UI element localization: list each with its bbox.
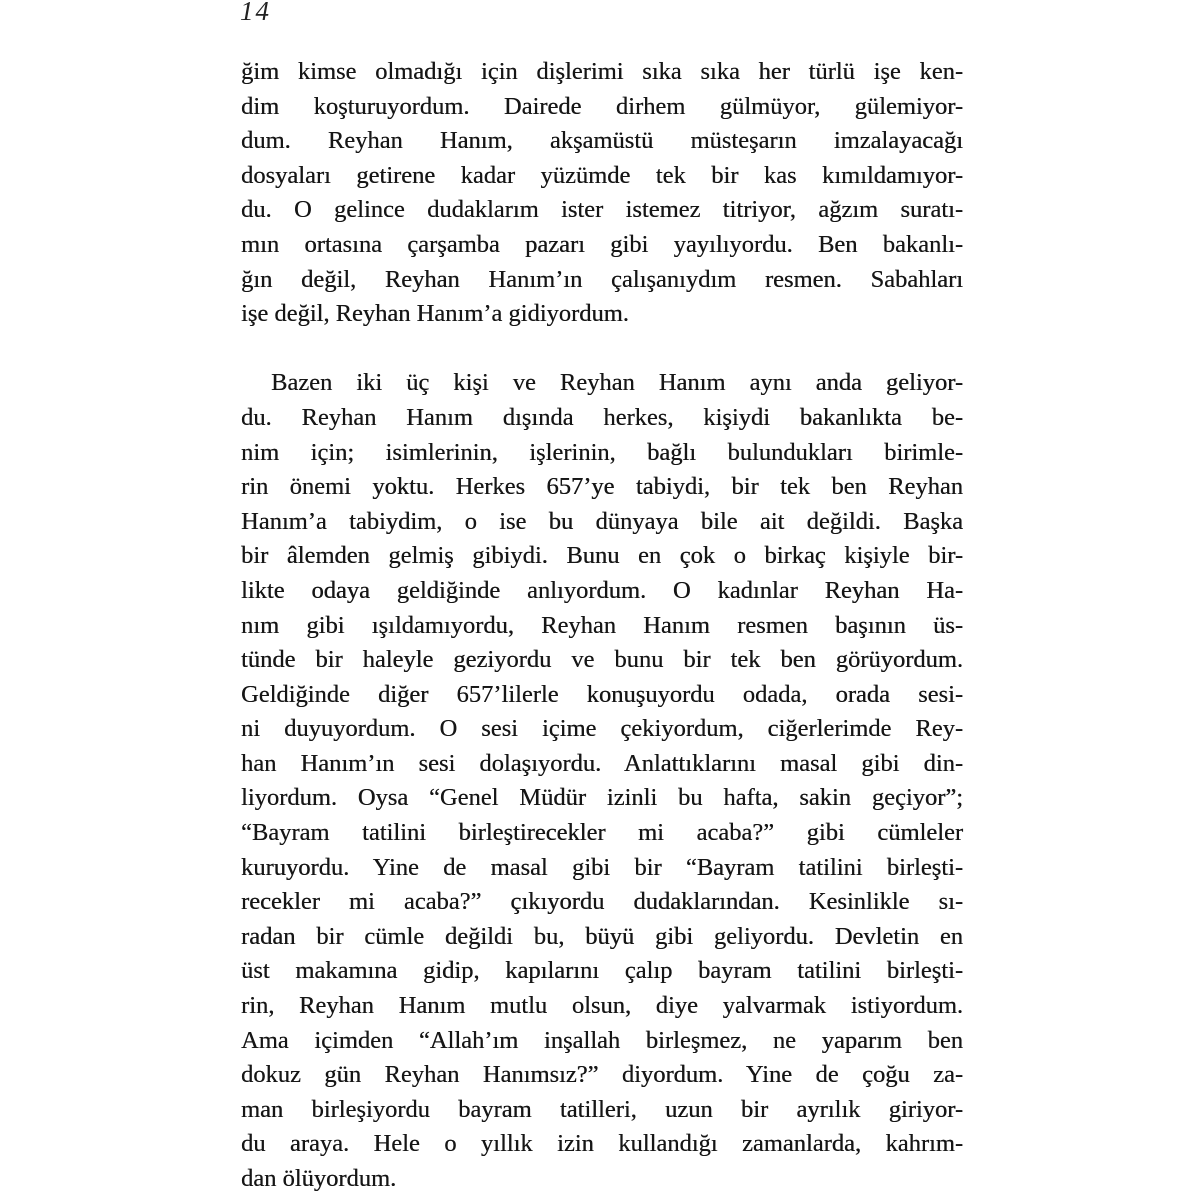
text-line: mın ortasına çarşamba pazarı gibi yayılıyordu. Ben bakanlı- (241, 230, 963, 258)
text-line: dan ölüyordum. (241, 1165, 397, 1192)
text-line: du araya. Hele o yıllık izin kullandığı zamanlarda, kahrım- (241, 1130, 963, 1158)
text-line: Ama içimden “Allah’ım inşallah birleşmez, ne yaparım ben (241, 1026, 963, 1054)
paragraph (241, 55, 963, 332)
page-number: 14 (240, 0, 271, 26)
text-line: rin, Reyhan Hanım mutlu olsun, diye yalvarmak istiyordum. (241, 992, 963, 1020)
text-line: Bazen iki üç kişi ve Reyhan Hanım aynı anda geliyor- (271, 369, 963, 397)
text-line: han Hanım’ın sesi dolaşıyordu. Anlattıklarını masal gibi din- (241, 749, 963, 777)
text-line: man birleşiyordu bayram tatilleri, uzun bir ayrılık giriyor- (241, 1095, 963, 1123)
text-line: likte odaya geldiğinde anlıyordum. O kadınlar Reyhan Ha- (241, 576, 963, 604)
text-line: kuruyordu. Yine de masal gibi bir “Bayram tatilini birleşti- (241, 853, 963, 881)
text-line: ğim kimse olmadığı için dişlerimi sıka sıka her türlü işe ken- (241, 58, 963, 85)
text-line: Hanım’a tabiydim, o ise bu dünyaya bile ait değildi. Başka (241, 507, 963, 535)
text-line: dokuz gün Reyhan Hanımsız?” diyordum. Yine de çoğu za- (241, 1061, 963, 1089)
text-line: ni duyuyordum. O sesi içime çekiyordum, ciğerlerimde Rey- (241, 715, 963, 743)
text-line: Geldiğinde diğer 657’lilerle konuşuyordu odada, orada sesi- (241, 680, 963, 708)
text-line: “Bayram tatilini birleştirecekler mi acaba?” gibi cümleler (241, 819, 963, 847)
text-line: nim için; isimlerinin, işlerinin, bağlı bulundukları birimle- (241, 438, 963, 466)
text-line: radan bir cümle değildi bu, büyü gibi geliyordu. Devletin en (241, 922, 963, 950)
text-line: dim koşturuyordum. Dairede dirhem gülmüyor, gülemiyor- (241, 92, 963, 120)
text-line: tünde bir haleyle geziyordu ve bunu bir tek ben görüyordum. (241, 646, 963, 674)
text-line: ğın değil, Reyhan Hanım’ın çalışanıydım resmen. Sabahları (241, 265, 963, 293)
text-line: du. Reyhan Hanım dışında herkes, kişiydi bakanlıkta be- (241, 403, 963, 431)
text-line: işe değil, Reyhan Hanım’a gidiyordum. (241, 300, 629, 328)
text-line: dum. Reyhan Hanım, akşamüstü müsteşarın imzalayacağı (241, 127, 963, 155)
paragraph (241, 366, 963, 1196)
text-line: üst makamına gidip, kapılarını çalıp bayram tatilini birleşti- (241, 957, 963, 985)
body-text (241, 55, 963, 1197)
text-line: rin önemi yoktu. Herkes 657’ye tabiydi, bir tek ben Reyhan (241, 473, 963, 501)
text-line: nım gibi ışıldamıyordu, Reyhan Hanım resmen başının üs- (241, 611, 963, 639)
text-line: du. O gelince dudaklarım ister istemez titriyor, ağzım suratı- (241, 196, 963, 224)
text-line: dosyaları getirene kadar yüzümde tek bir kas kımıldamıyor- (241, 161, 963, 189)
text-line: liyordum. Oysa “Genel Müdür izinli bu hafta, sakin geçiyor”; (241, 784, 963, 812)
text-line: bir âlemden gelmiş gibiydi. Bunu en çok o birkaç kişiyle bir- (241, 542, 963, 570)
text-line: recekler mi acaba?” çıkıyordu dudaklarından. Kesinlikle sı- (241, 888, 963, 916)
